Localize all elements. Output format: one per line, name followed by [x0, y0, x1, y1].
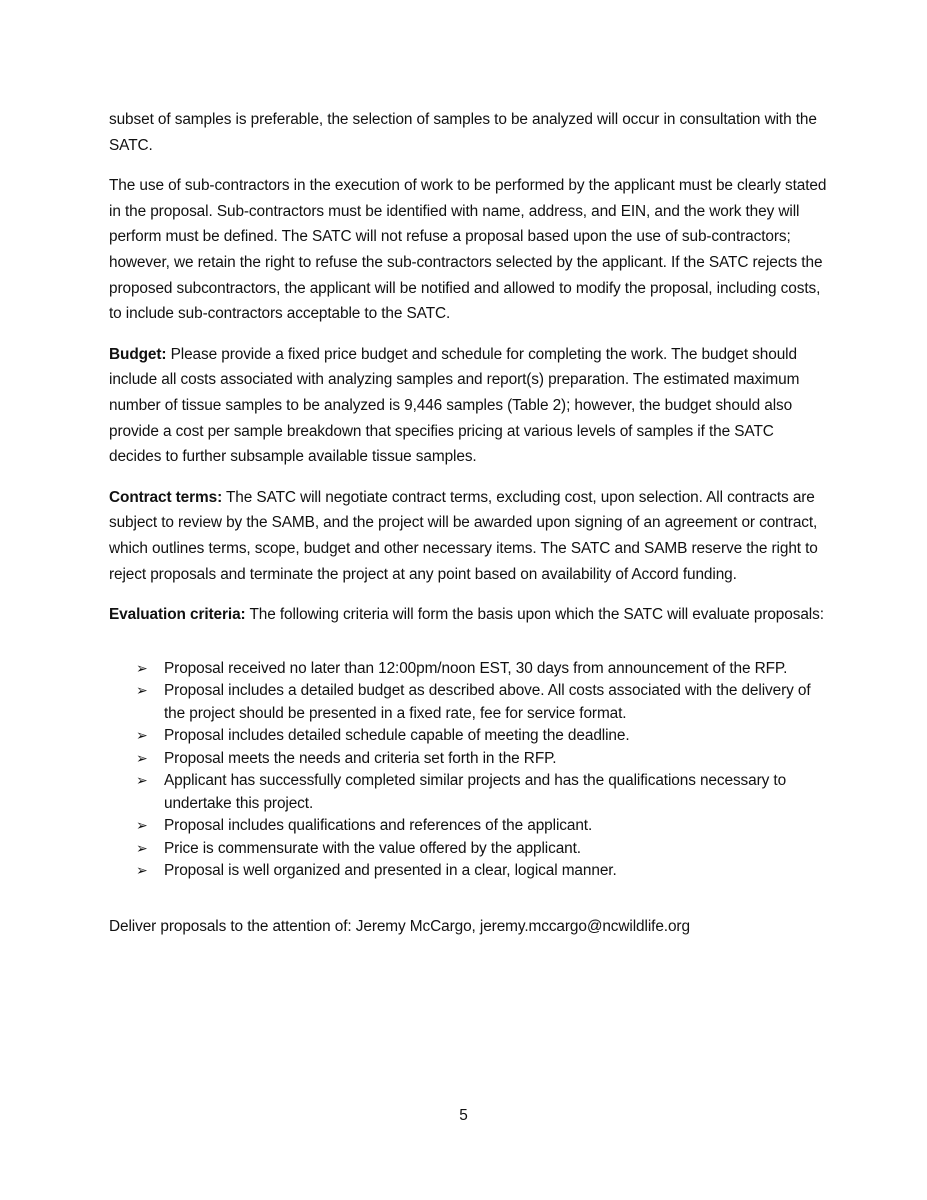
arrow-bullet-icon: ➢: [136, 728, 148, 745]
arrow-bullet-icon: ➢: [136, 750, 148, 767]
criteria-list: [109, 658, 829, 883]
list-item: [109, 748, 829, 771]
subcontractors-paragraph: The use of sub-contractors in the execution of work to be performed by the applicant must be clearly stated in the proposal. Sub-contractors must be identified with name, address, and EIN, and the work they will perform must be defined. The SATC will not refuse a proposal based upon the use of sub-contractors; however, we retain the right to refuse the sub-contractors selected by the applicant. If the SATC rejects the proposed subcontractors, the applicant will be notified and allowed to modify the proposal, including costs, to include sub-contractors acceptable to the SATC.: [109, 177, 827, 323]
page-number: 5: [459, 1107, 468, 1124]
evaluation-criteria-paragraph: [109, 602, 829, 628]
list-item: [109, 770, 829, 815]
list-item: [109, 725, 829, 748]
evaluation-criteria-label: Evaluation criteria:: [109, 606, 246, 624]
contract-terms-label: Contract terms:: [109, 488, 223, 506]
list-item: [109, 838, 829, 861]
criteria-item-text: Proposal received no later than 12:00pm/noon EST, 30 days from announcement of the RFP.: [164, 659, 788, 677]
evaluation-criteria-text: The following criteria will form the basis upon which the SATC will evaluate proposals:: [245, 606, 824, 624]
contract-terms-text: The SATC will negotiate contract terms, excluding cost, upon selection. All contracts are subject to review by the SAMB, and the project will be awarded upon signing of an agreement or contract, which outlines terms, scope, budget and other necessary items. The SATC and SAMB reserve the right to reject proposals and terminate the project at any point based on availability of Accord funding.: [109, 488, 818, 583]
document-page: [109, 107, 829, 954]
list-item: [109, 680, 829, 725]
deliver-proposals-line: Deliver proposals to the attention of: Jeremy McCargo, jeremy.mccargo@ncwildlife.org: [109, 917, 690, 935]
arrow-bullet-icon: ➢: [136, 863, 148, 880]
criteria-item-text: Proposal includes a detailed budget as described above. All costs associated with the delivery of the project should be presented in a fixed rate, fee for service format.: [164, 682, 811, 722]
criteria-item-text: Proposal includes detailed schedule capable of meeting the deadline.: [164, 727, 630, 745]
criteria-item-text: Price is commensurate with the value offered by the applicant.: [164, 839, 581, 857]
arrow-bullet-icon: ➢: [136, 773, 148, 790]
arrow-bullet-icon: ➢: [136, 660, 148, 677]
budget-label: Budget:: [109, 345, 167, 363]
criteria-item-text: Proposal includes qualifications and references of the applicant.: [164, 817, 593, 835]
list-item: [109, 860, 829, 883]
criteria-item-text: Proposal meets the needs and criteria set forth in the RFP.: [164, 749, 557, 767]
budget-text: Please provide a fixed price budget and schedule for completing the work. The budget should include all costs associated with analyzing samples and report(s) preparation. The estimated maximum number of tissue samples to be analyzed is 9,446 samples (Table 2); however, the budget should also provide a cost per sample breakdown that specifies pricing at various levels of samples if the SATC decides to further subsample available tissue samples.: [109, 345, 800, 466]
arrow-bullet-icon: ➢: [136, 683, 148, 700]
contract-terms-paragraph: [109, 485, 829, 587]
arrow-bullet-icon: ➢: [136, 818, 148, 835]
criteria-item-text: Applicant has successfully completed similar projects and has the qualifications necessary to undertake this project.: [164, 772, 787, 812]
arrow-bullet-icon: ➢: [136, 840, 148, 857]
list-item: [109, 658, 829, 681]
list-item: [109, 815, 829, 838]
budget-paragraph: [109, 342, 829, 470]
criteria-item-text: Proposal is well organized and presented in a clear, logical manner.: [164, 862, 617, 880]
intro-paragraph: subset of samples is preferable, the selection of samples to be analyzed will occur in consultation with the SATC.: [109, 111, 817, 154]
